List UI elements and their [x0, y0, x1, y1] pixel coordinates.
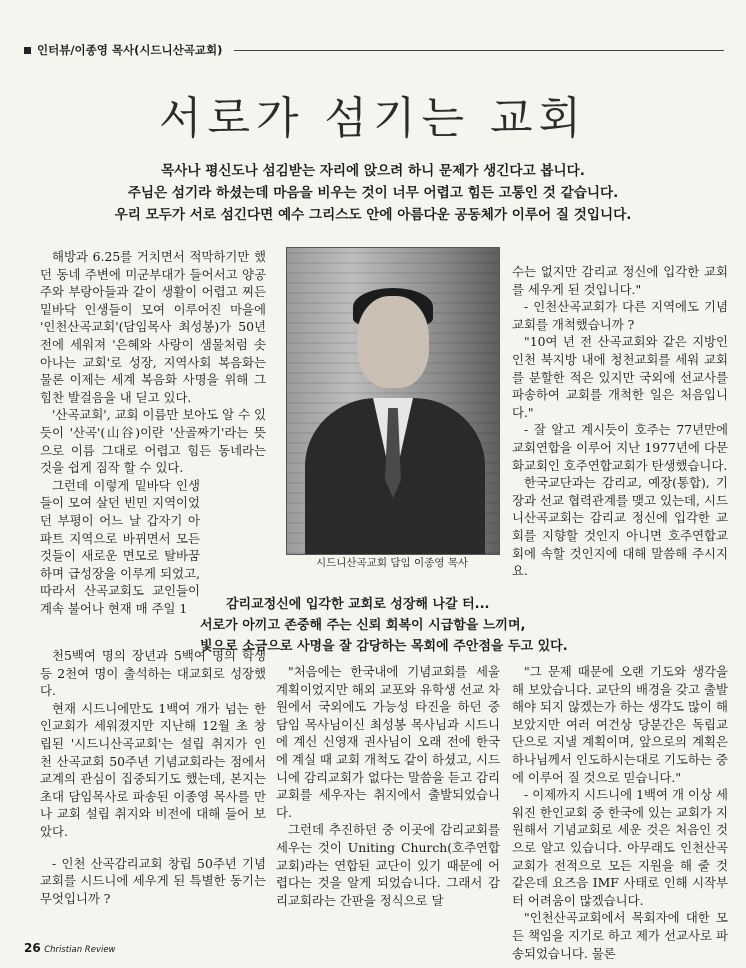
page-number: 26	[24, 941, 41, 955]
question: - 인천산곡교회가 다른 지역에도 기념교회를 개척했습니까 ?	[512, 299, 728, 332]
question: - 잘 알고 계시듯이 호주는 77년만에 교회연합을 이루어 지난 1977년에 다문화교회인 호주연합교회가 탄생했습니다.	[512, 422, 728, 473]
paragraph: 그런데 이렇게 밑바닥 인생들이 모여 살던 빈민 지역이었던 부평이 어느 날 갑자기 아파트 지역으로 바뀌면서 모든 것들이 새로운 면모로 탈바꿈하며 급성장을 이루게 되었고, 따라서 산곡교회도 교인들이 계속 불어나 현재 매 주일 1	[40, 477, 200, 616]
paragraph: 그런데 추진하던 중 이곳에 감리교회를 세우는 것이 Uniting Church(호주연합교회)라는 연합된 교단이 있기 때문에 어렵다는 것을 알게 되었습니다. 그래서 감리교회라는 간판을 정식으로 달	[276, 822, 500, 908]
header-rule	[234, 50, 724, 51]
paragraph: 한국교단과는 감리교, 예장(통합), 기장과 선교 협력관계를 맺고 있는데, 시드니산곡교회는 감리교 정신에 입각한 교회를 지향할 것인지 아니면 호주연합교회에 속할 것인지에 대해 말씀해 주시지요.	[512, 475, 728, 579]
body-column-2-lower	[276, 663, 500, 909]
page-footer	[24, 941, 116, 955]
section-label: 인터뷰/이종영 목사(시드니산곡교회)	[37, 43, 223, 57]
pull-quote-line: 빛으로 소금으로 사명을 잘 감당하는 목회에 주안점을 두고 있다.	[200, 639, 568, 654]
body-column-3-lower	[512, 663, 728, 962]
magazine-name: Christian Review	[44, 945, 116, 955]
intro-line: 목사나 평신도나 섬김받는 자리에 앉으려 하니 문제가 생긴다고 봅니다.	[161, 163, 585, 179]
paragraph: "처음에는 한국내에 기념교회를 세울 계획이었지만 해외 교포와 유학생 선교 차원에서 국외에도 가능성 타진을 하던 중 담임 목사님이신 최성봉 목사님과 시드니에 계신 신영재 권사님이 오래 전에 한국에 계실 때 교회 개척도 같이 하셨고, 시드니에 감리교회가 없다는 말씀을 듣고 감리교회를 세우자는 취지에서 출발되었습니다.	[276, 664, 500, 820]
paragraph: 수는 없지만 감리교 정신에 입각한 교회를 세우게 된 것입니다."	[512, 264, 728, 297]
pull-quote-line: 감리교정신에 입각한 교회로 성장해 나갈 터...	[226, 597, 490, 612]
intro-line: 주님은 섬기라 하셨는데 마음을 비우는 것이 너무 어렵고 힘든 고통인 것 같습니다.	[127, 185, 619, 201]
paragraph: 해방과 6.25를 거치면서 적막하기만 했던 동네 주변에 미군부대가 들어서고 양공주와 부랑아들과 같이 생활이 어렵고 찌든 밑바닥 인생들이 모여 이루어진 마을에 '인천산곡교회'(담임목사 최성봉)가 50년 전에 세워져 '은혜와 사랑이 샘물처럼 솟아나는 교회'로 성장, 지역사회 복음화는 물론 이제는 세계 복음화 사명을 위해 그 힘찬 발걸음을 내 딛고 있다.	[40, 249, 266, 405]
article-title: 서로가 섬기는 교회	[158, 93, 587, 144]
section-header	[24, 40, 724, 60]
photo-caption: 시드니산곡교회 담임 이종영 목사	[315, 557, 468, 569]
question: - 이제까지 시드니에 1백여 개 이상 세워진 한인교회 중 한국에 있는 교회가 지원해서 기념교회로 세운 것은 처음인 것으로 알고 있습니다. 아무래도 인천산곡교회가 전적으로 모든 지원을 해 줄 것 같은데 요즈음 IMF 사태로 인해 시작부터 어려움이 많겠습니다.	[512, 787, 728, 908]
intro-line: 우리 모두가 서로 섬긴다면 예수 그리스도 안에 아름다운 공동체가 이루어 질 것입니다.	[114, 207, 632, 223]
paragraph: 천5백여 명의 장년과 5백여 명의 학생 등 2천여 명이 출석하는 대교회로 성장했다.	[40, 648, 266, 699]
body-column-1-lower	[40, 647, 266, 907]
paragraph: '산곡교회', 교회 이름만 보아도 알 수 있듯이 '산곡'(山谷)이란 '산골짜기'라는 뜻으로 이름 그대로 어렵고 힘든 동네라는 것을 쉽게 짐작 할 수 있다.	[40, 407, 266, 476]
intro-lead	[40, 160, 706, 226]
paragraph: "10여 년 전 산곡교회와 같은 지방인 인천 북지방 내에 청천교회를 세워 교회를 분할한 적은 있지만 국외에 선교사를 파송하여 교회를 개척한 일은 처음입니다."	[512, 334, 728, 420]
paragraph: "그 문제 때문에 오랜 기도와 생각을 해 보았습니다. 교단의 배경을 갖고 출발해야 되지 않겠는가 하는 생각도 많이 해 보았지만 여러 여건상 당분간은 독립교단으로 지낼 계획이며, 앞으로의 계획은 하나님께서 인도하시는대로 기도하는 중에 이루어 질 것으로 믿습니다."	[512, 664, 728, 785]
paragraph: "인천산곡교회에서 목회자에 대한 모든 책임을 지기로 하고 제가 선교사로 파송되었습니다. 물론	[512, 910, 728, 961]
section-square-icon	[24, 47, 31, 54]
paragraph: 현재 시드니에만도 1백여 개가 넘는 한인교회가 세워졌지만 지난해 12월 초 창립된 '시드니산곡교회'는 설립 취지가 인천 산곡교회 50주년 기념교회라는 점에서 교계의 관심이 집중되기도 했는데, 본지는 초대 담임목사로 파송된 이종영 목사를 만나 교회 설립 취지와 비전에 대해 들어 보았다.	[40, 700, 266, 839]
body-column-1	[40, 248, 266, 617]
question: - 인천 산곡감리교회 창립 50주년 기념교회를 시드니에 세우게 된 특별한 동기는 무엇입니까 ?	[40, 855, 266, 906]
body-column-3	[512, 263, 728, 580]
pull-quote-line: 서로가 아끼고 존중해 주는 신뢰 회복이 시급함을 느끼며,	[200, 618, 526, 633]
pastor-photo	[286, 247, 500, 555]
